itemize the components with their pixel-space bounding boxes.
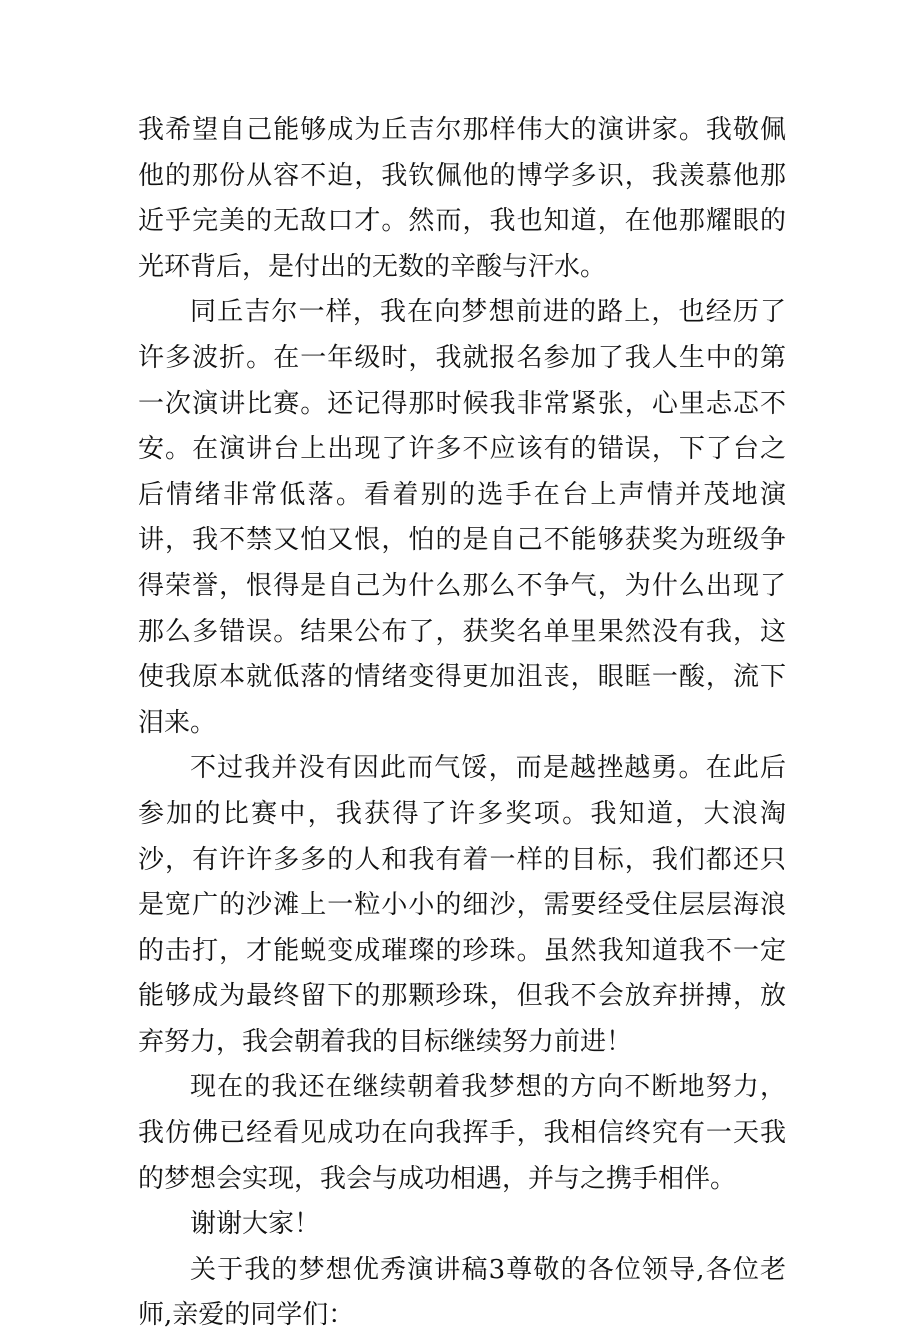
- paragraph-5: 谢谢大家！: [190, 1209, 321, 1240]
- paragraph-1: 我希望自己能够成为丘吉尔那样伟大的演讲家。我敬佩他的那份从容不迫，我钦佩他的博学多识，我羡慕他那近乎完美的无敌口才。然而，我也知道，在他那耀眼的光环背后，是付出的无数的辛酸与汗水。: [138, 115, 786, 282]
- paragraph-6: 关于我的梦想优秀演讲稿3尊敬的各位领导,各位老师,亲爱的同学们：: [138, 1254, 786, 1331]
- paragraph-3: 不过我并没有因此而气馁，而是越挫越勇。在此后参加的比赛中，我获得了许多奖项。我知道，大浪淘沙，有许许多多的人和我有着一样的目标，我们都还只是宽广的沙滩上一粒小小的细沙，需要经受住层层海浪的击打，才能蜕变成璀璨的珍珠。虽然我知道我不一定能够成为最终留下的那颗珍珠，但我不会放弃拼搏，放弃努力，我会朝着我的目标继续努力前进！: [138, 753, 786, 1057]
- paragraph-2: 同丘吉尔一样，我在向梦想前进的路上，也经历了许多波折。在一年级时，我就报名参加了我人生中的第一次演讲比赛。还记得那时候我非常紧张，心里忐忑不安。在演讲台上出现了许多不应该有的错误，下了台之后情绪非常低落。看着别的选手在台上声情并茂地演讲，我不禁又怕又恨，怕的是自己不能够获奖为班级争得荣誉，恨得是自己为什么那么不争气，为什么出现了那么多错误。结果公布了，获奖名单里果然没有我，这使我原本就低落的情绪变得更加沮丧，眼眶一酸，流下泪来。: [138, 297, 786, 738]
- paragraph-4: 现在的我还在继续朝着我梦想的方向不断地努力，我仿佛已经看见成功在向我挥手，我相信终究有一天我的梦想会实现，我会与成功相遇，并与之携手相伴。: [138, 1072, 786, 1194]
- document-body: [138, 108, 786, 1339]
